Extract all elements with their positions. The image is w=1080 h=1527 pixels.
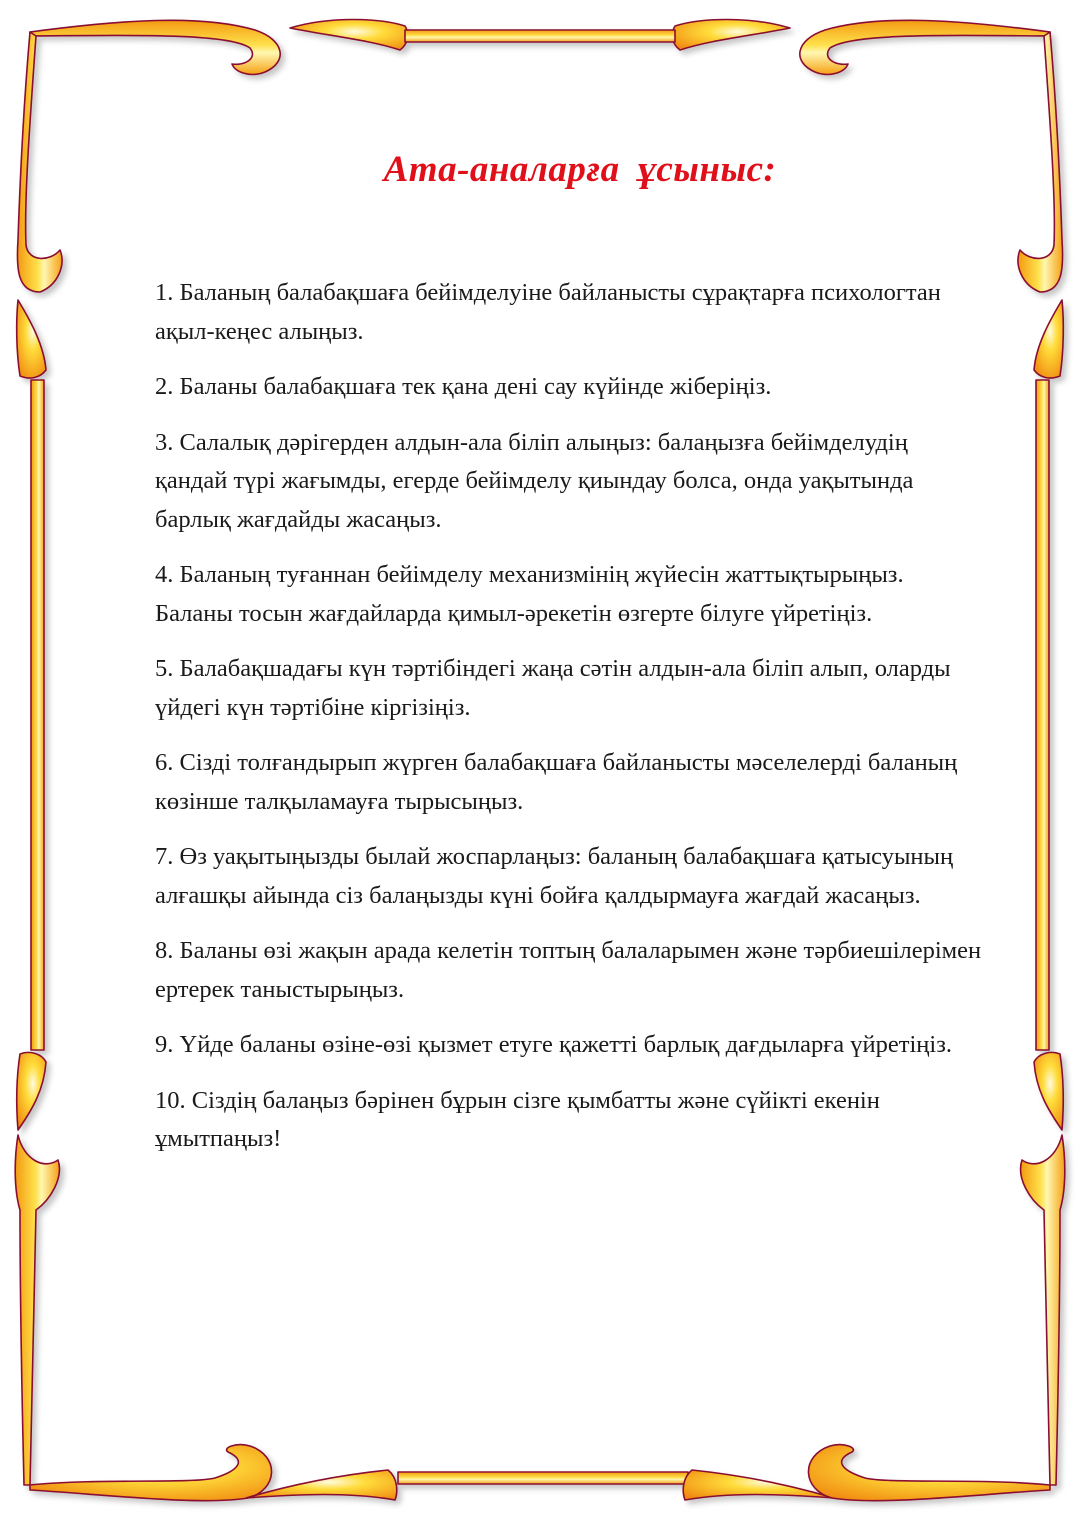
page-title: Ата-аналарға ұсыныс: xyxy=(383,149,777,190)
list-item: 3. Салалық дәрігерден алдын-ала біліп алыңыз: балаңызға бейімделудің қандай түрі жағымды, егерде бейімделу қиындау болса, онда уақытында барлық жағдайды жасаңыз. xyxy=(155,428,914,533)
frame-left-bar xyxy=(31,380,44,1050)
list-item: 5. Балабақшадағы күн тәртібіндегі жаңа сәтін алдын-ала біліп алып, оларды үйдегі күн тәртібіне кіргізіңіз. xyxy=(155,655,951,721)
list-item: 7. Өз уақытыңызды былай жоспарлаңыз: баланың балабақшаға қатысуының алғашқы айында сіз балаңызды күні бойға қалдырмауға жағдай жасаңыз. xyxy=(155,843,954,909)
list-item: 4. Баланың туғаннан бейімделу механизмінің жүйесін жаттықтырыңыз. Баланы тосын жағдайларда қимыл-әрекетін өзгерте білуге үйретіңіз. xyxy=(155,561,904,627)
frame-corner-bottom-left xyxy=(15,1135,59,1485)
list-item: 8. Баланы өзі жақын арада келетін топтың балаларымен және тәрбиешілерімен ертерек таныстырыңыз. xyxy=(155,937,982,1003)
list-item: 6. Сізді толғандырып жүрген балабақшаға байланысты мәселелерді баланың көзінше талқыламауға тырысыңыз. xyxy=(155,749,958,815)
frame-bottom-bar xyxy=(398,1472,688,1484)
frame-right-bar xyxy=(1036,380,1049,1050)
list-item: 9. Үйде баланы өзіне-өзі қызмет етуге қажетті барлық дағдыларға үйретіңіз. xyxy=(155,1031,953,1058)
list-item: 10. Сіздің балаңыз бәрінен бұрын сізге қымбатты және сүйікті екенін ұмытпаңыз! xyxy=(155,1086,880,1152)
frame-corner-bottom-right xyxy=(1021,1135,1065,1485)
frame-corner-top-left xyxy=(30,20,280,74)
recommendations-list xyxy=(155,274,985,1176)
list-item: 1. Баланың балабақшаға бейімделуіне байланысты сұрақтарға психологтан ақыл-кеңес алыңыз. xyxy=(155,279,941,345)
frame-corner-top-right xyxy=(800,20,1050,74)
frame-top-bar xyxy=(405,30,675,42)
list-item: 2. Баланы балабақшаға тек қана дені сау күйінде жіберіңіз. xyxy=(155,373,772,400)
